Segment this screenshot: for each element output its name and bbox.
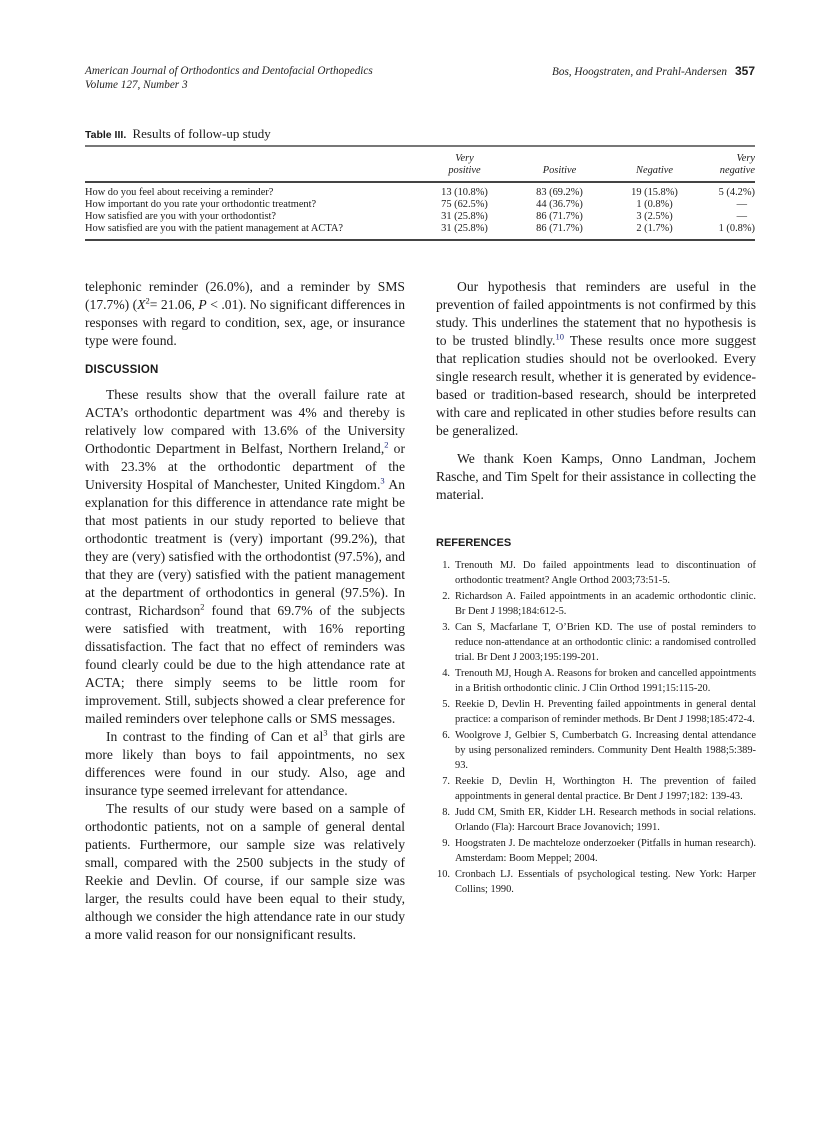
cell-negative: 1 (0.8%) xyxy=(636,199,673,210)
reference-item: 2. Richardson A. Failed appointments in an academic orthodontic clinic. Br Dent J 1998;184:612-5. xyxy=(442,590,756,618)
cell-negative: 3 (2.5%) xyxy=(636,211,673,222)
citation-link[interactable]: 2 xyxy=(384,439,389,450)
table-row xyxy=(85,211,755,223)
citation-link[interactable]: 10 xyxy=(555,331,564,342)
reference-item: 6. Woolgrove J, Gelbier S, Cumberbatch G. Increasing dental attendance by using personalized reminders. Community Dent Health 1988;5:389-93. xyxy=(442,729,756,772)
citation-link[interactable]: 3 xyxy=(380,475,385,486)
reference-item: 3. Can S, Macfarlane T, O’Brien KD. The use of postal reminders to reduce non-attendance at an orthodontic clinic: a randomised controlled trial. Br Dent J 2003;195:199-201. xyxy=(442,621,756,664)
journal-info xyxy=(85,64,373,92)
reference-item: 1. Trenouth MJ. Do failed appointments lead to discontinuation of orthodontic treatment? Angle Orthod 2003;73:51-5. xyxy=(442,560,756,587)
table-row xyxy=(85,199,755,211)
cell-negative: 19 (15.8%) xyxy=(631,187,678,198)
cell-very-positive: 13 (10.8%) xyxy=(441,187,488,198)
cell-very-negative: 5 (4.2%) xyxy=(718,187,755,198)
references-heading: REFERENCES xyxy=(436,537,512,549)
cell-positive: 86 (71.7%) xyxy=(536,211,583,222)
acknowledgment-paragraph: We thank Koen Kamps, Onno Landman, Jochem Rasche, and Tim Spelt for their assistance in collecting the material. xyxy=(436,451,756,502)
reference-item: 8. Judd CM, Smith ER, Kidder LH. Research methods in social relations. Orlando (Fla): Harcourt Brace Jovanovich; 1991. xyxy=(442,806,756,834)
table-bottom-rule xyxy=(85,239,755,241)
cell-very-positive: 31 (25.8%) xyxy=(441,223,488,234)
reference-item: 7. Reekie D, Devlin H, Worthington H. The prevention of failed appointments in general dental practice. Br Dent J 1997;182: 139-43. xyxy=(442,775,756,803)
left-column xyxy=(85,278,405,944)
citation-link[interactable]: 3 xyxy=(323,727,328,738)
table-row xyxy=(85,223,755,239)
header-question xyxy=(85,147,417,181)
citation-link[interactable]: 2 xyxy=(200,601,205,612)
reference-item: 4. Trenouth MJ, Hough A. Reasons for broken and cancelled appointments in a British orthodontic clinic. J Clin Orthod 1991;15:115-20. xyxy=(442,667,756,695)
row-question: How do you feel about receiving a reminder? xyxy=(85,187,274,198)
row-question: How satisfied are you with your orthodontist? xyxy=(85,211,277,222)
header-very-negative: Very negative xyxy=(719,153,755,176)
table-label: Table III. xyxy=(85,129,127,141)
discussion-paragraph-1: These results show that the overall failure rate at ACTA’s orthodontic department was 4% and thereby is relatively low compared with 13.6% of the University Orthodontic Department in Belfast, Northern Ireland,$^2$ or with 23.3% at the orthodontic department of the University Hospital of Manchester, United Kingdom.$^3$ An explanation for this difference in attendance rate might be that most patients in our study reported to believe that orthodontic treatment is (very) important (99.2%), that they are (very) satisfied with the orthodontist (97.5%), and that they are (very) satisfied with the patient management at the department of orthodontics in general (97.5%). In contrast, Richardson$^2$ found that 69.7% of the subjects were satisfied with treatment, with 16% reporting dissatisfaction. The fact that no effect of reminders was found clearly could be due to the high attendance rate at ACTA; there simply seems to be little room for improvement. Still, subjects showed a clear preference for mailed reminders over telephone calls or SMS messages. xyxy=(85,387,406,726)
results-table xyxy=(85,145,755,241)
cell-negative: 2 (1.7%) xyxy=(636,223,673,234)
running-authors: Bos, Hoogstraten, and Prahl-Andersen xyxy=(552,66,727,78)
journal-title: American Journal of Orthodontics and Dentofacial Orthopedics xyxy=(85,65,373,77)
page-number: 357 xyxy=(734,64,755,78)
cell-positive: 44 (36.7%) xyxy=(536,199,583,210)
cell-positive: 86 (71.7%) xyxy=(536,223,583,234)
table-title: Results of follow-up study xyxy=(132,126,271,141)
table-row xyxy=(85,183,755,199)
right-column xyxy=(436,278,756,504)
discussion-paragraph-2: In contrast to the finding of Can et $al^3$ that girls are more likely than boys to fail appointments, no sex differences were found in our study. Also, age and insurance type seemed irrelevant for attendance. xyxy=(85,727,405,798)
discussion-heading: DISCUSSION xyxy=(85,364,159,376)
header-positive: Positive xyxy=(542,165,577,176)
cell-very-negative: 1 (0.8%) xyxy=(718,223,755,234)
cell-very-positive: 31 (25.8%) xyxy=(441,211,488,222)
table-caption xyxy=(85,126,271,142)
reference-item: 9. Hoogstraten J. De machteloze onderzoeker (Pitfalls in human research). Amsterdam: Boom Meppel; 2004. xyxy=(442,837,756,865)
header-negative: Negative xyxy=(636,165,673,176)
table-header-row xyxy=(85,147,755,181)
reference-item: 5. Reekie D, Devlin H. Preventing failed appointments in general dental practice: a comparison of reminder methods. Br Dent J 1998;185:472-4. xyxy=(442,698,756,726)
row-question: How important do you rate your orthodontic treatment? xyxy=(85,199,317,210)
author-page-info xyxy=(552,64,755,79)
journal-volume: Volume 127, Number 3 xyxy=(85,79,188,91)
cell-very-negative: — xyxy=(736,211,747,222)
cell-very-positive: 75 (62.5%) xyxy=(441,199,488,210)
reference-item: 10. Cronbach LJ. Essentials of psychological testing. New York: Harper Collins; 1990. xyxy=(437,868,756,895)
cell-positive: 83 (69.2%) xyxy=(536,187,583,198)
cell-very-negative: — xyxy=(736,199,747,210)
discussion-paragraph-3: The results of our study were based on a sample of orthodontic patients, not on a sample of general dental patients. Furthermore, our sample size was relatively small, compared with the 2500 subjects in the study of Reekie and Devlin. Of course, if our sample size was larger, the results could have been equal to their study, although we consider the high attendance rate in our study a more valid reason for our nonsignificant results. xyxy=(85,801,405,942)
reference-list xyxy=(436,558,756,898)
header-very-positive: Very positive xyxy=(448,153,481,176)
results-paragraph-continued: telephonic reminder (26.0%), and a reminder by SMS (17.7%) ($X^2= 21.06$, P < .01). No significant differences in responses with regard to condition, sex, age, or insurance type were found. xyxy=(85,279,406,348)
row-question: How satisfied are you with the patient management at ACTA? xyxy=(85,223,343,234)
hypothesis-paragraph: Our hypothesis that reminders are useful in the prevention of failed appointments is not confirmed by this study. This underlines the statement that no hypothesis is to be trusted blindly.$^{10}$ These results once more suggest that replication studies should not be overlooked. Every single research result, whether it is generated by evidence-based or tradition-based research, should be interpreted with care and replicated in other studies before results can be generalized. xyxy=(436,279,756,438)
